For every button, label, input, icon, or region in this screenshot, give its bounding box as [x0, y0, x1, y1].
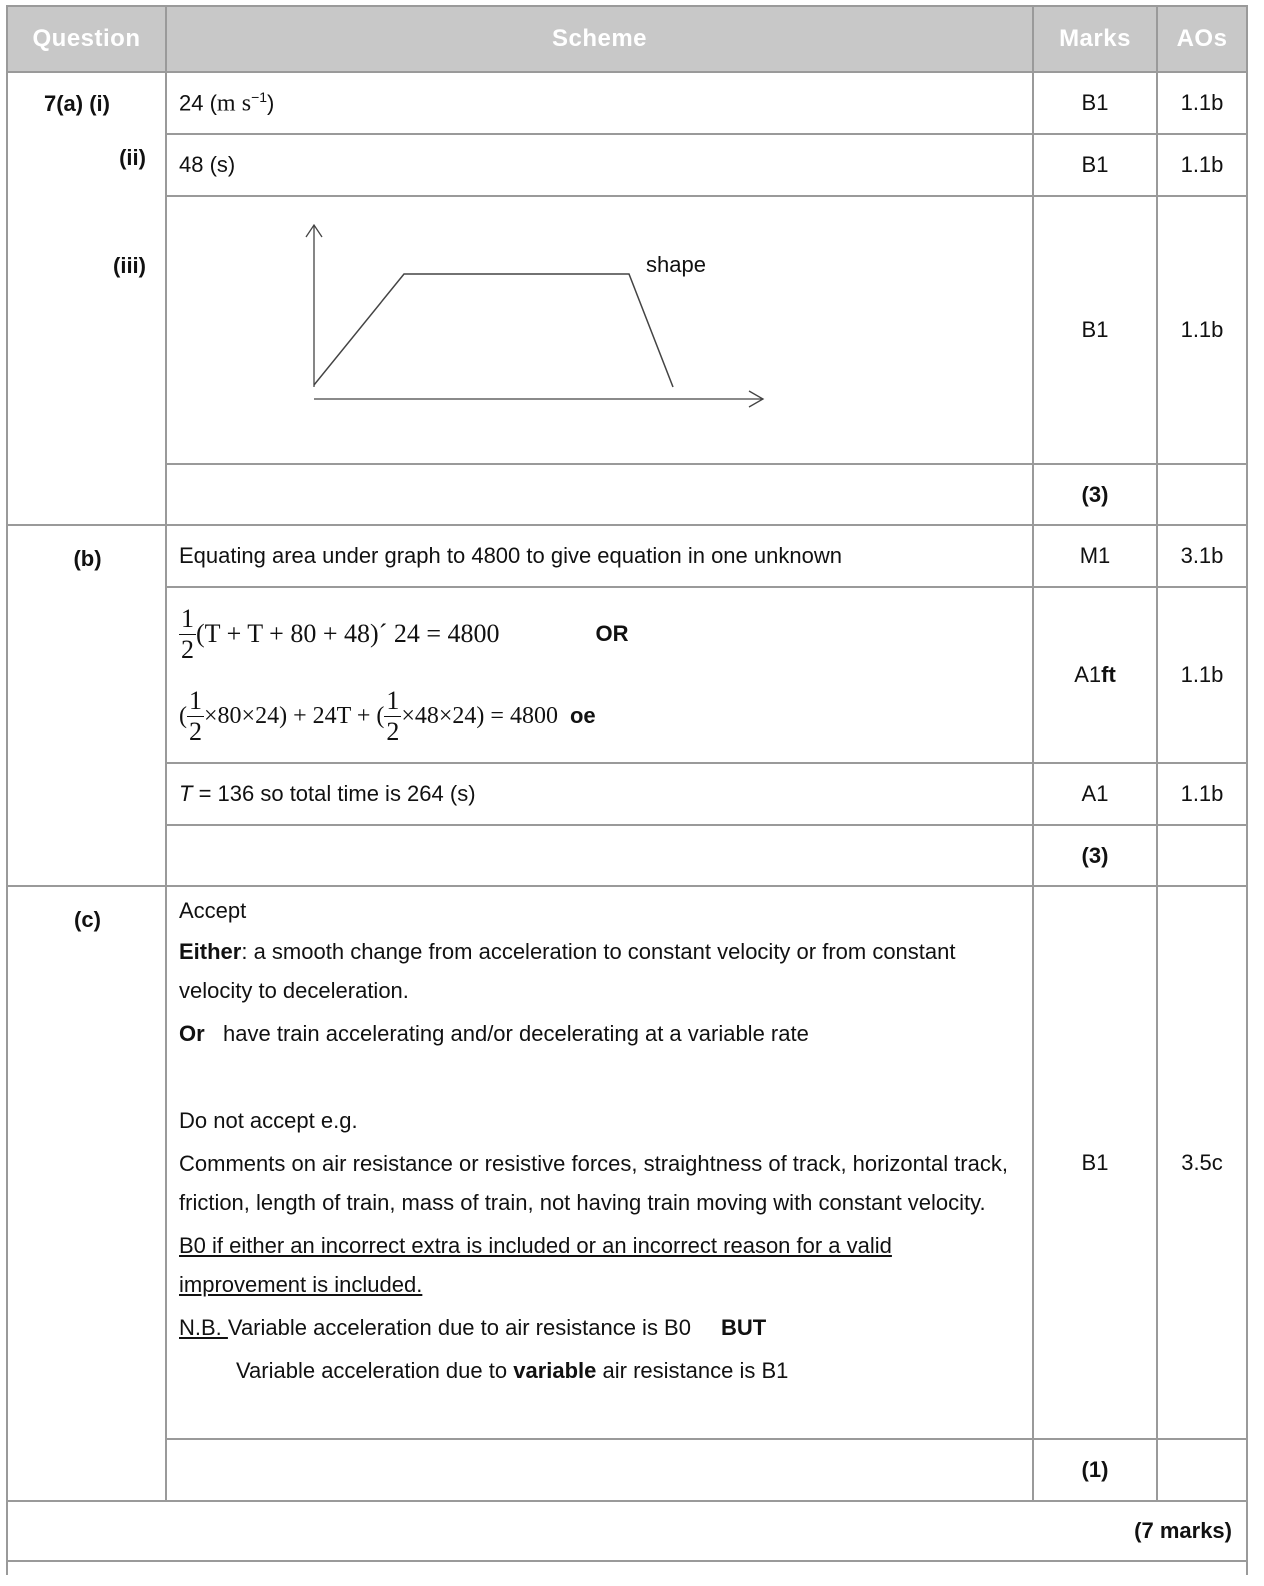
ao-a-ii: 1.1b [1157, 134, 1247, 196]
total-b: (3) [1033, 825, 1157, 886]
row-b-total [7, 825, 1247, 886]
scheme-a-iii [166, 196, 1033, 464]
velocity-time-sketch [167, 197, 1027, 461]
mark-a-i: B1 [1033, 72, 1157, 134]
header-marks: Marks [1033, 6, 1157, 72]
eq2-fraction-2: $\frac{1}{2}$ [386, 685, 400, 746]
header-row [7, 6, 1247, 72]
ao-a-i: 1.1b [1157, 72, 1247, 134]
row-grand-total [7, 1501, 1247, 1561]
row-trailing [7, 1561, 1247, 1575]
equation-1 [179, 593, 1032, 675]
eq1-body: (T + T + 80 + 48)´ 24 = 4800 [196, 619, 500, 648]
ao-c-total-empty [1157, 1439, 1247, 1501]
mark-b-3: A1 [1033, 763, 1157, 825]
comments-text: Comments on air resistance or resistive forces, straightness of track, horizontal track, friction, length of train, mass of train, not having train moving with constant velocity. [179, 1151, 1008, 1215]
scheme-b-3: T = 136 so total time is 264 (s) [166, 763, 1033, 825]
ao-b-1: 3.1b [1157, 525, 1247, 587]
row-b-2 [7, 587, 1247, 763]
b0-note: B0 if either an incorrect extra is included or an incorrect reason for a valid improvement is included. [179, 1233, 892, 1297]
row-c [7, 886, 1247, 1439]
label-a-ii: (ii) [119, 145, 146, 170]
equation-2: ( $\frac{1}{2}$ ×80×24) + 24T + ( $\frac{1}{2}$ ×48×24) = 4800 oe [179, 685, 596, 746]
label-a-i: 7(a) (i) [44, 91, 110, 116]
header-scheme: Scheme [166, 6, 1033, 72]
eq2-oe: oe [569, 703, 596, 728]
question-cell-c [7, 886, 166, 1501]
mark-a-ii: B1 [1033, 134, 1157, 196]
row-a-ii [7, 134, 1247, 196]
row-a-total [7, 464, 1247, 525]
row-a-i [7, 72, 1247, 134]
trailing-empty [7, 1561, 1247, 1575]
row-b-3 [7, 763, 1247, 825]
either-text: Either: a smooth change from acceleration to constant velocity or from constant velocity to deceleration. [179, 939, 956, 1003]
eq2-fraction-1: $\frac{1}{2}$ [189, 685, 202, 746]
mark-c: B1 [1033, 886, 1157, 1439]
scheme-c-total-empty [166, 1439, 1033, 1501]
ao-c: 3.5c [1157, 886, 1247, 1439]
row-b-1 [7, 525, 1247, 587]
scheme-b-1: Equating area under graph to 4800 to give equation in one unknown [166, 525, 1033, 587]
total-c: (1) [1033, 1439, 1157, 1501]
total-a: (3) [1033, 464, 1157, 525]
nb-line-2: Variable acceleration due to variable air resistance is B1 [236, 1358, 789, 1383]
ao-a-total-empty [1157, 464, 1247, 525]
do-not-accept-heading: Do not accept e.g. [179, 1108, 358, 1133]
scheme-a-total-empty [166, 464, 1033, 525]
question-cell-a [7, 72, 166, 525]
scheme-b-2 [166, 587, 1033, 763]
label-c: (c) [74, 907, 101, 932]
row-a-iii [7, 196, 1247, 464]
label-a-iii: (iii) [113, 253, 146, 278]
header-question: Question [7, 6, 166, 72]
eq1-or: OR [595, 621, 629, 646]
mark-b-2: A1ft [1033, 587, 1157, 763]
mark-scheme-table [6, 5, 1248, 1575]
ao-b-2: 1.1b [1157, 587, 1247, 763]
or-text: Or have train accelerating and/or decelerating at a variable rate [179, 1021, 809, 1046]
mark-a-iii: B1 [1033, 196, 1157, 464]
scheme-a-ii: 48 (s) [166, 134, 1033, 196]
scheme-a-i: 24 (m $s^{-1}$) [166, 72, 1033, 134]
header-aos: AOs [1157, 6, 1247, 72]
ao-b-total-empty [1157, 825, 1247, 886]
scheme-c [166, 886, 1033, 1439]
grand-total: (7 marks) [7, 1501, 1247, 1561]
shape-label: shape [646, 252, 706, 277]
question-cell-b [7, 525, 166, 886]
ao-b-3: 1.1b [1157, 763, 1247, 825]
ao-a-iii: 1.1b [1157, 196, 1247, 464]
nb-line-1: N.B. Variable acceleration due to air resistance is B0 BUT [179, 1315, 767, 1340]
mark-b-1: M1 [1033, 525, 1157, 587]
trapezium-graph [314, 274, 673, 387]
scheme-b-total-empty [166, 825, 1033, 886]
row-c-total [7, 1439, 1247, 1501]
label-b: (b) [73, 546, 102, 571]
eq1-fraction: $\frac{1}{2}$ [181, 603, 194, 664]
accept-heading: Accept [179, 898, 247, 923]
